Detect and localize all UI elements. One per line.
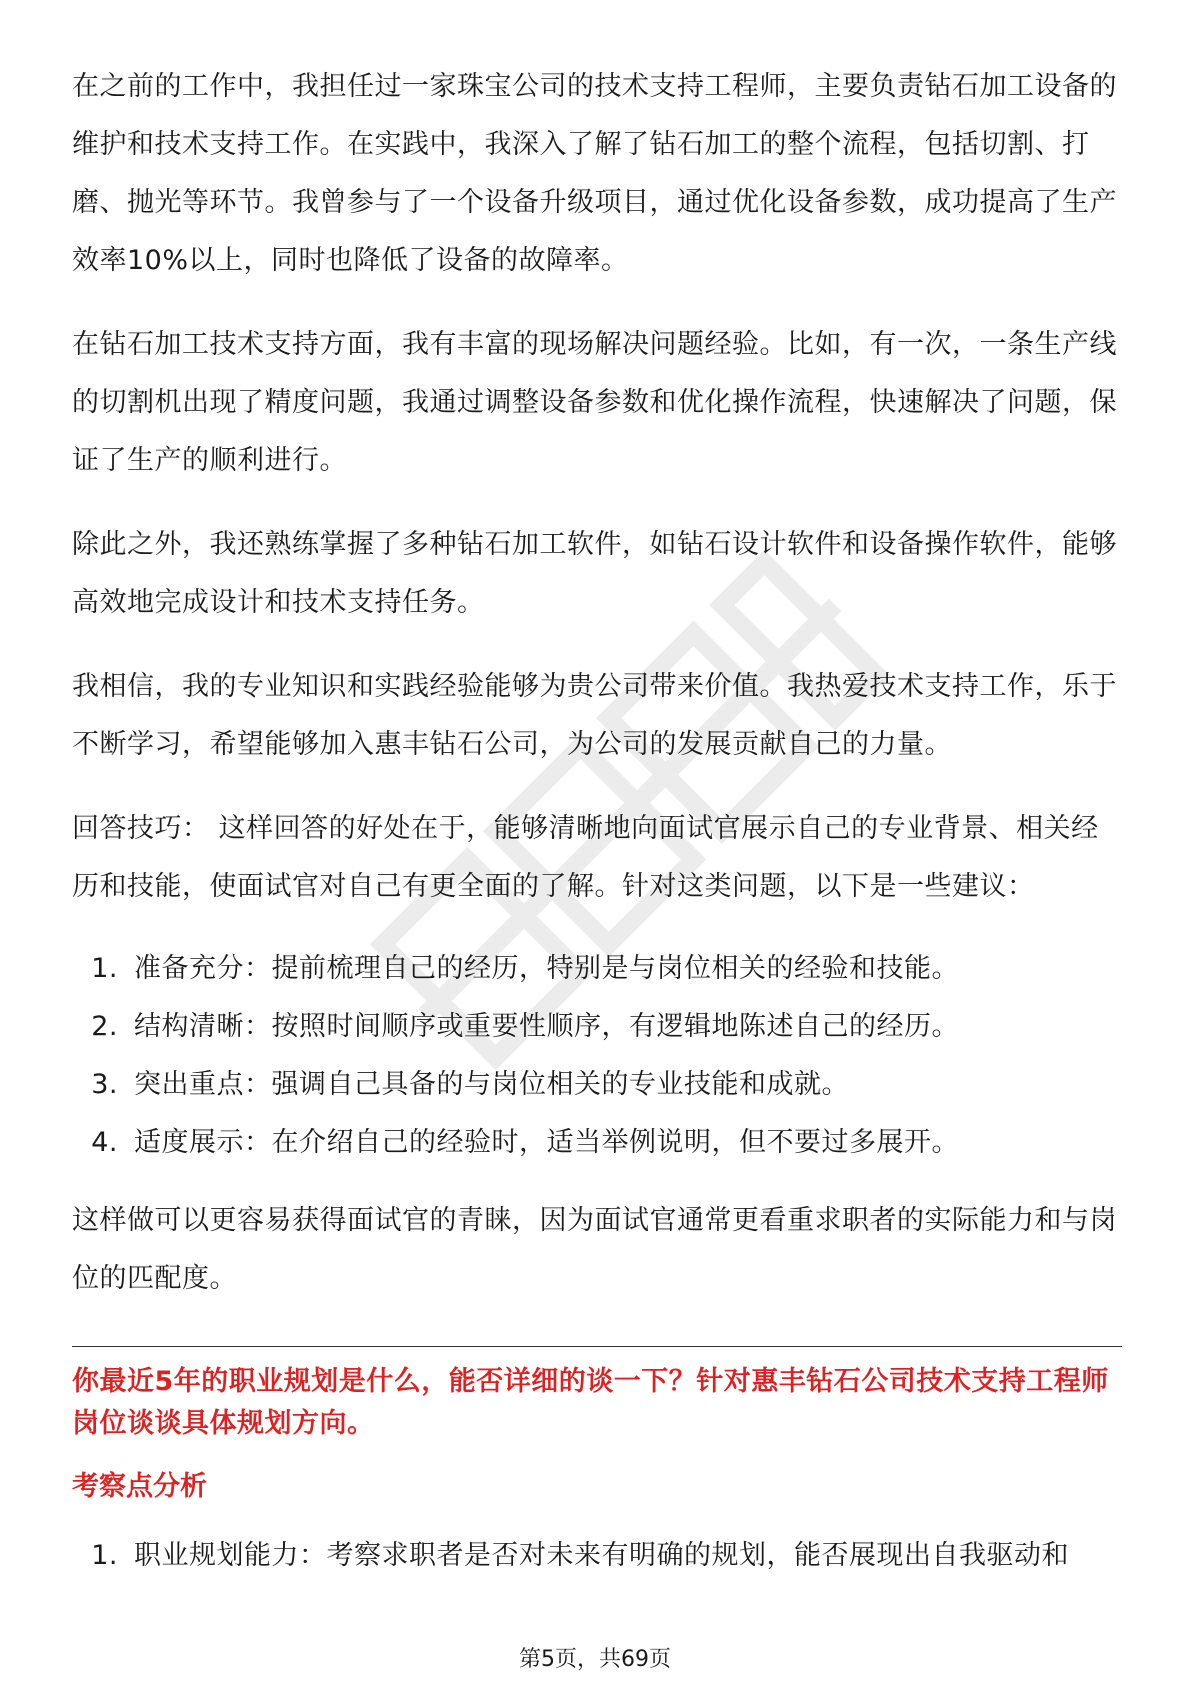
answer-paragraph: 我相信，我的专业知识和实践经验能够为贵公司带来价值。我热爱技术支持工作，乐于不断学习，希望能够加入惠丰钻石公司，为公司的发展贡献自己的力量。 <box>72 671 1117 760</box>
page-footer: 第5页，共69页 <box>519 1647 671 1672</box>
list-text: 准备充分：提前梳理自己的经历，特别是与岗位相关的经验和技能。 <box>134 953 959 984</box>
answer-paragraph: 在钻石加工技术支持方面，我有丰富的现场解决问题经验。比如，有一次，一条生产线的切割机出现了精度问题，我通过调整设备参数和优化操作流程，快速解决了问题，保证了生产的顺利进行。 <box>72 329 1117 476</box>
list-text: 适度展示：在介绍自己的经验时，适当举例说明，但不要过多展开。 <box>134 1127 959 1158</box>
closing-paragraph: 这样做可以更容易获得面试官的青睐，因为面试官通常更看重求职者的实际能力和与岗位的匹配度。 <box>72 1205 1117 1294</box>
answer-paragraph: 除此之外，我还熟练掌握了多种钻石加工软件，如钻石设计软件和设备操作软件，能够高效地完成设计和技术支持任务。 <box>72 529 1117 618</box>
list-number: 4. <box>91 1127 118 1158</box>
list-text: 突出重点：强调自己具备的与岗位相关的专业技能和成就。 <box>134 1069 849 1100</box>
list-item <box>72 1527 1122 1585</box>
section-divider <box>72 1346 1122 1347</box>
list-number: 3. <box>91 1069 118 1100</box>
list-number: 1. <box>91 953 118 984</box>
list-item <box>72 1114 1122 1172</box>
answer-paragraph: 在之前的工作中，我担任过一家珠宝公司的技术支持工程师，主要负责钻石加工设备的维护和技术支持工作。在实践中，我深入了解了钻石加工的整个流程，包括切割、打磨、抛光等环节。我曾参与了一个设备升级项目，通过优化设备参数，成功提高了生产效率10%以上，同时也降低了设备的故障率。 <box>72 71 1117 276</box>
list-number: 2. <box>91 1011 118 1042</box>
interview-question: 你最近5年的职业规划是什么，能否详细的谈一下？针对惠丰钻石公司技术支持工程师岗位谈谈具体规划方向。 <box>72 1366 1109 1439</box>
list-item <box>72 1056 1122 1114</box>
list-item <box>72 998 1122 1056</box>
tips-list <box>72 940 1122 1172</box>
analysis-list <box>72 1527 1122 1585</box>
list-text: 结构清晰：按照时间顺序或重要性顺序，有逻辑地陈述自己的经历。 <box>134 1011 959 1042</box>
answer-tips-intro: 回答技巧： 这样回答的好处在于，能够清晰地向面试官展示自己的专业背景、相关经历和技能，使面试官对自己有更全面的了解。针对这类问题，以下是一些建议： <box>72 813 1099 902</box>
list-number: 1. <box>91 1540 118 1571</box>
analysis-heading: 考察点分析 <box>72 1471 207 1502</box>
main-content <box>72 58 1122 1605</box>
list-item <box>72 940 1122 998</box>
list-text: 职业规划能力：考察求职者是否对未来有明确的规划，能否展现出自我驱动和 <box>134 1540 1069 1571</box>
